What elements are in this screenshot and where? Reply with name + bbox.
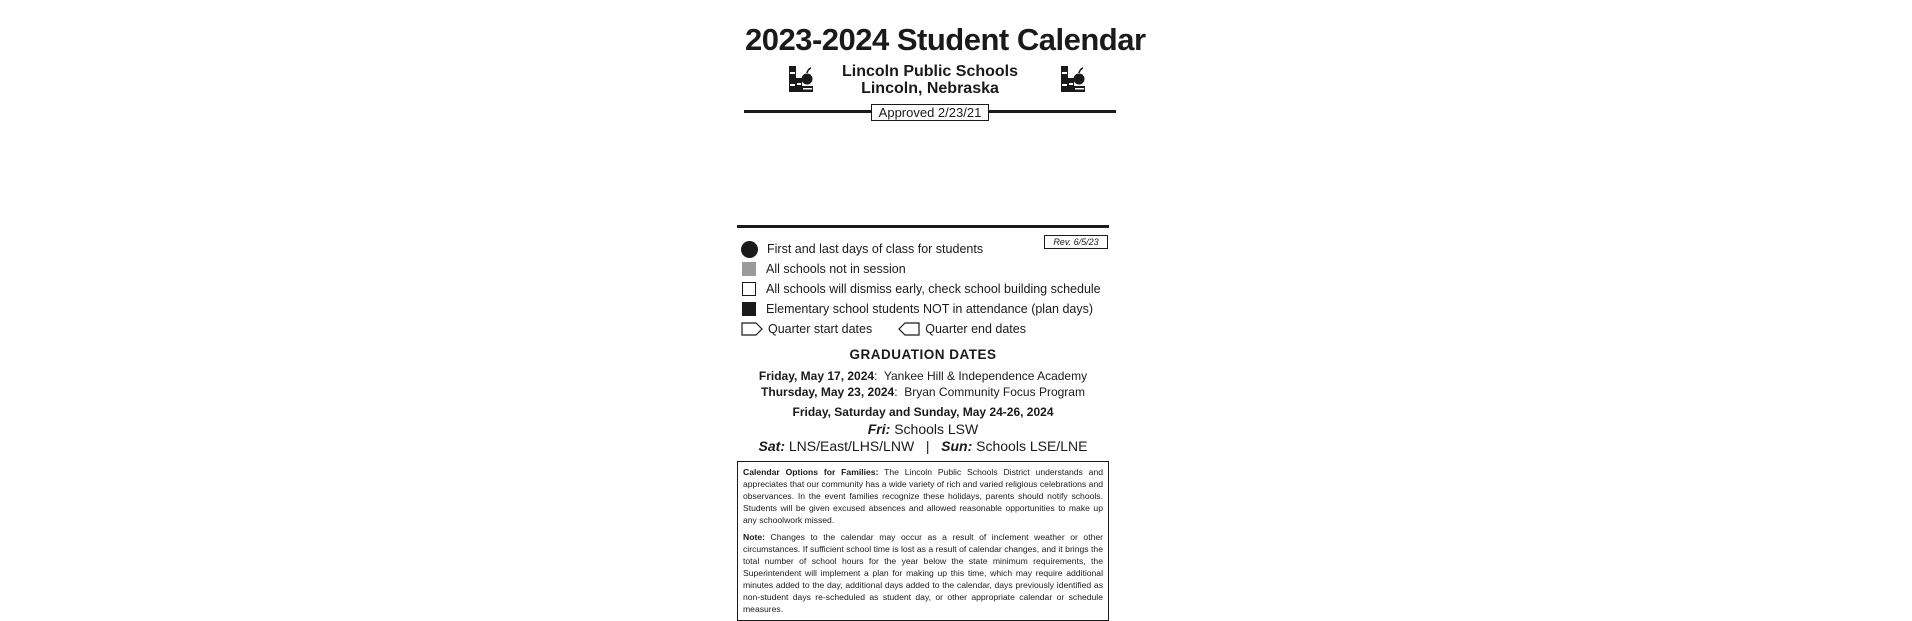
quarter-start-icon bbox=[741, 322, 763, 336]
paragraph-label: Note: bbox=[743, 532, 765, 542]
legend-label: First and last days of class for students bbox=[767, 242, 984, 256]
day-label: Sat: bbox=[758, 438, 785, 454]
legend-item-not-in-session bbox=[741, 260, 906, 278]
legend-item-plan-days bbox=[741, 300, 1093, 318]
approved-date-label: Approved 2/23/21 bbox=[871, 104, 989, 121]
legend-divider bbox=[737, 225, 1109, 228]
graduation-event: Bryan Community Focus Program bbox=[904, 385, 1085, 399]
graduation-date: Thursday, May 23, 2024 bbox=[761, 385, 895, 399]
city-name: Lincoln, Nebraska bbox=[861, 80, 999, 97]
graduation-friday bbox=[742, 421, 1104, 437]
page-title: 2023-2024 Student Calendar bbox=[745, 22, 1146, 57]
note-paragraph bbox=[743, 531, 1103, 615]
legend-label: All schools not in session bbox=[766, 262, 906, 276]
paragraph-text: Changes to the calendar may occur as a result of inclement weather or other circumstances. If sufficient school time is lost as a result of calendar changes, and it brings the total number of school hours for the year below the state minimum requirements, the Superintendent will implement a plan for making up this time, which may require additional minutes added to the day, additional days added to the calendar, days previously identified as non-student days re-scheduled as student day, or other appropriate calendar or schedule measures. bbox=[743, 532, 1104, 614]
legend-item-quarters bbox=[741, 320, 1026, 338]
paragraph-text: The Lincoln Public Schools District understands and appreciates that our community has a wide variety of rich and varied religious celebrations and observances. In the event families recognize these holidays, parents should notify schools. Students will be given excused absences and allowed reasonable opportunities to make up any schoolwork missed. bbox=[743, 467, 1104, 525]
day-label: Fri: bbox=[867, 421, 891, 437]
legend-item-first-last-days bbox=[741, 240, 983, 258]
revision-label: Rev. 6/5/23 bbox=[1044, 235, 1108, 249]
graduation-date: Friday, May 17, 2024 bbox=[758, 369, 875, 383]
black-circle-icon bbox=[741, 241, 758, 258]
day-label: Sun: bbox=[941, 438, 973, 454]
separator: | bbox=[925, 438, 930, 454]
graduation-event: Yankee Hill & Independence Academy bbox=[883, 369, 1088, 383]
legend-item-quarter-end bbox=[898, 322, 1026, 336]
graduation-schools: LNS/East/LHS/LNW bbox=[788, 438, 915, 454]
graduation-schools: Schools LSE/LNE bbox=[976, 438, 1088, 454]
graduation-weekend bbox=[742, 438, 1104, 454]
legend-label: Elementary school students NOT in attendance (plan days) bbox=[766, 302, 1094, 316]
books-and-apple-icon bbox=[788, 64, 814, 99]
graduation-line: Thursday, May 23, 2024: Bryan Community Focus Program bbox=[761, 385, 1085, 399]
info-box bbox=[737, 461, 1109, 621]
gray-square-icon bbox=[742, 262, 756, 276]
outlined-square-icon bbox=[742, 282, 756, 296]
legend-label: Quarter end dates bbox=[925, 322, 1026, 336]
legend-item-dismiss-early bbox=[741, 280, 1101, 298]
quarter-end-icon bbox=[898, 322, 920, 336]
graduation-schools: Schools LSW bbox=[894, 421, 979, 437]
legend-label: All schools will dismiss early, check school building schedule bbox=[766, 282, 1101, 296]
calendar-options-paragraph bbox=[743, 466, 1103, 526]
graduation-line: Friday, May 17, 2024: Yankee Hill & Independence Academy bbox=[758, 369, 1088, 383]
graduation-heading: GRADUATION DATES bbox=[849, 347, 997, 362]
books-and-apple-icon bbox=[1060, 64, 1086, 99]
graduation-weekend-dates: Friday, Saturday and Sunday, May 24-26, 2024 bbox=[792, 405, 1054, 419]
district-name: Lincoln Public Schools bbox=[841, 63, 1018, 80]
black-square-icon bbox=[742, 302, 756, 316]
legend-label: Quarter start dates bbox=[768, 322, 873, 336]
paragraph-label: Calendar Options for Families: bbox=[743, 467, 879, 477]
